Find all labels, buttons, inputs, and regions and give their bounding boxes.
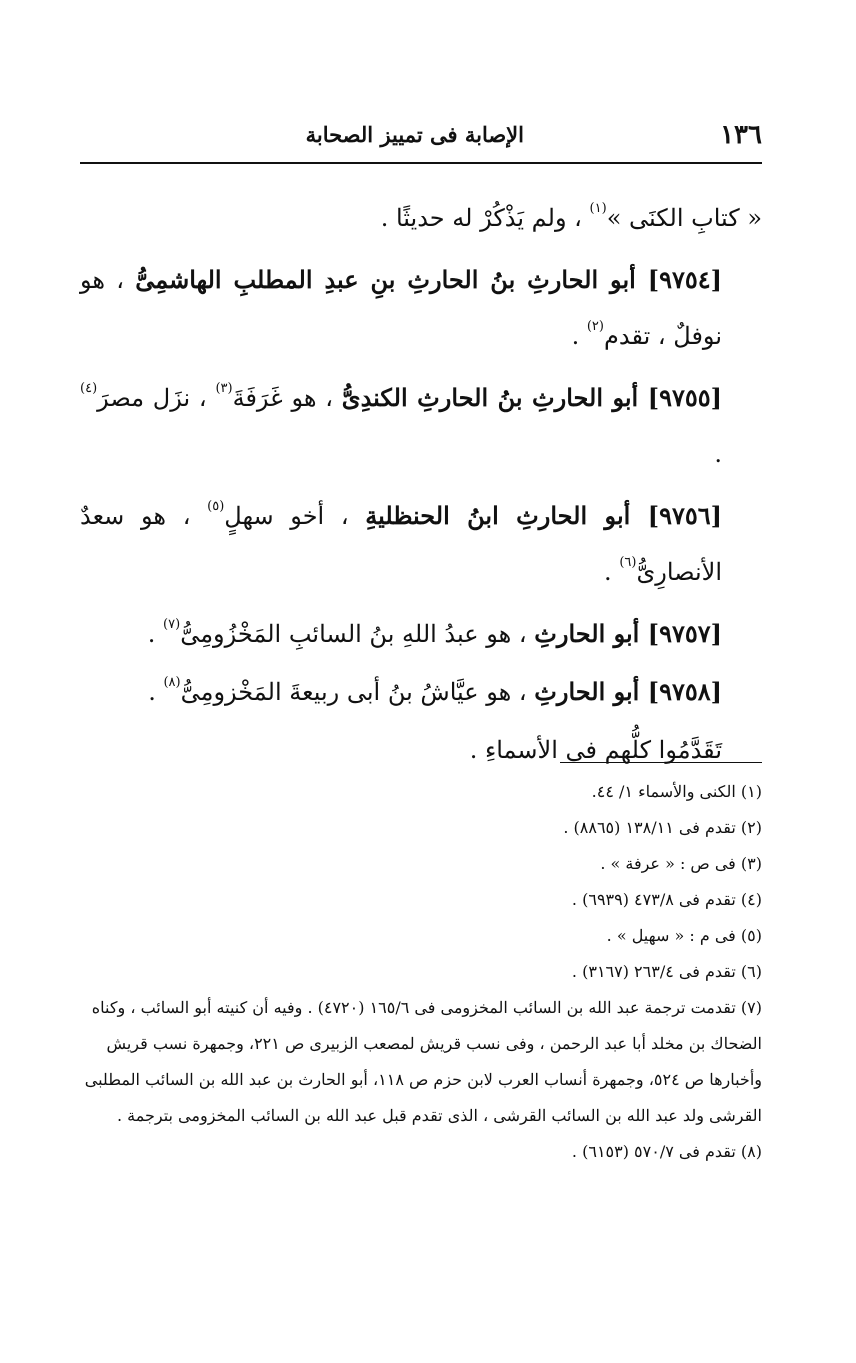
footnote-ref: (٢) — [586, 319, 604, 334]
page-header — [80, 118, 762, 158]
footnotes — [80, 774, 762, 1170]
closing-sentence: تَقَدَّمُوا كلُّهم فى الأسماءِ . — [469, 736, 722, 764]
main-text — [80, 190, 762, 784]
entry-9756: [٩٧٥٦] أبو الحارثِ ابنُ الحنظليةِ ، أخو سهلٍ$^{(٥)}$ ، هو سعدٌ الأنصارِىُّ$^{(٦)}$ . — [80, 499, 722, 586]
footnote-6: (٦) تقدم فى ٢٦٣/٤ (٣١٦٧) . — [571, 962, 762, 981]
footnote-7: (٧) تقدمت ترجمة عبد الله بن السائب المخزومى فى ١٦٥/٦ (٤٧٢٠) . وفيه أن كنيته أبو السائب ، وكناه الضحاك بن مخلد أبا عبد الرحمن ، وفى نسب قريش لمصعب الزبيرى ص ٢٢١، وجمهرة نسب قريش وأخبارها ص ٥٢٤، وجمهرة أنساب العرب لابن حزم ص ١١٨، أبو الحارث بن عبد الله بن السائب المطلبى القرشى ولد عبد الله بن السائب القرشى ، الذى تقدم قبل عبد الله بن السائب المخزومى بترجمة . — [84, 998, 762, 1125]
entry-number: [٩٧٥٧] — [647, 619, 722, 648]
footnote-1: (١) الكنى والأسماء ١/ ٤٤. — [591, 782, 762, 801]
paragraph-continuation: « كتابِ الكنَى »$^{(١)}$ ، ولم يَذْكُرْ له حديثًا . — [380, 201, 762, 232]
footnote-rule — [560, 762, 762, 763]
entry-number: [٩٧٥٦] — [647, 501, 722, 530]
footnote-5: (٥) فى م : « سهيل » . — [606, 926, 762, 945]
entry-name: أبو الحارثِ بنُ الحارثِ الكندِىُّ — [341, 383, 648, 412]
running-title: الإصابة فى تمييز الصحابة — [305, 122, 524, 147]
footnote-ref: (٨) — [163, 675, 181, 690]
footnote-ref: (٤) — [80, 381, 98, 396]
entry-number: [٩٧٥٥] — [647, 383, 722, 412]
entry-name: أبو الحارثِ — [534, 619, 648, 648]
footnote-3: (٣) فى ص : « عرفة » . — [600, 854, 762, 873]
footnote-ref: (٣) — [215, 381, 233, 396]
footnote-ref: (٧) — [163, 617, 181, 632]
entry-number: [٩٧٥٤] — [647, 265, 723, 294]
entry-number: [٩٧٥٨] — [647, 677, 722, 706]
footnote-8: (٨) تقدم فى ٥٧٠/٧ (٦١٥٣) . — [571, 1142, 762, 1161]
page-number: ١٣٦ — [720, 120, 762, 150]
entry-name: أبو الحارثِ ابنُ الحنظليةِ — [365, 501, 648, 530]
footnote-ref: (٦) — [619, 555, 637, 570]
entry-9757: [٩٧٥٧] أبو الحارثِ ، هو عبدُ اللهِ بنُ السائبِ المَخْزُومِىُّ$^{(٧)}$ . — [147, 617, 722, 648]
footnote-4: (٤) تقدم فى ٤٧٣/٨ (٦٩٣٩) . — [571, 890, 762, 909]
entry-9758: [٩٧٥٨] أبو الحارثِ ، هو عيَّاشُ بنُ أبى ربيعةَ المَخْزومِىُّ$^{(٨)}$ . — [148, 675, 722, 706]
entry-9755: [٩٧٥٥] أبو الحارثِ بنُ الحارثِ الكندِىُّ ، هو غَرَفَةَ$^{(٣)}$ ، نزَل مصرَ$^{(٤)}$ . — [80, 381, 722, 468]
entry-name: أبو الحارثِ — [534, 677, 648, 706]
footnote-ref: (٥) — [207, 499, 225, 514]
entry-name: أبو الحارثِ بنُ الحارثِ بنِ عبدِ المطلبِ الهاشمِىُّ — [135, 265, 648, 294]
entry-9754: [٩٧٥٤] أبو الحارثِ بنُ الحارثِ بنِ عبدِ المطلبِ الهاشمِىُّ ، هو نوفلٌ ، تقدم$^{(٢)}$ . — [80, 265, 723, 350]
header-rule — [80, 162, 762, 164]
footnote-ref: (١) — [589, 201, 607, 216]
footnote-2: (٢) تقدم فى ١٣٨/١١ (٨٨٦٥) . — [563, 818, 762, 837]
